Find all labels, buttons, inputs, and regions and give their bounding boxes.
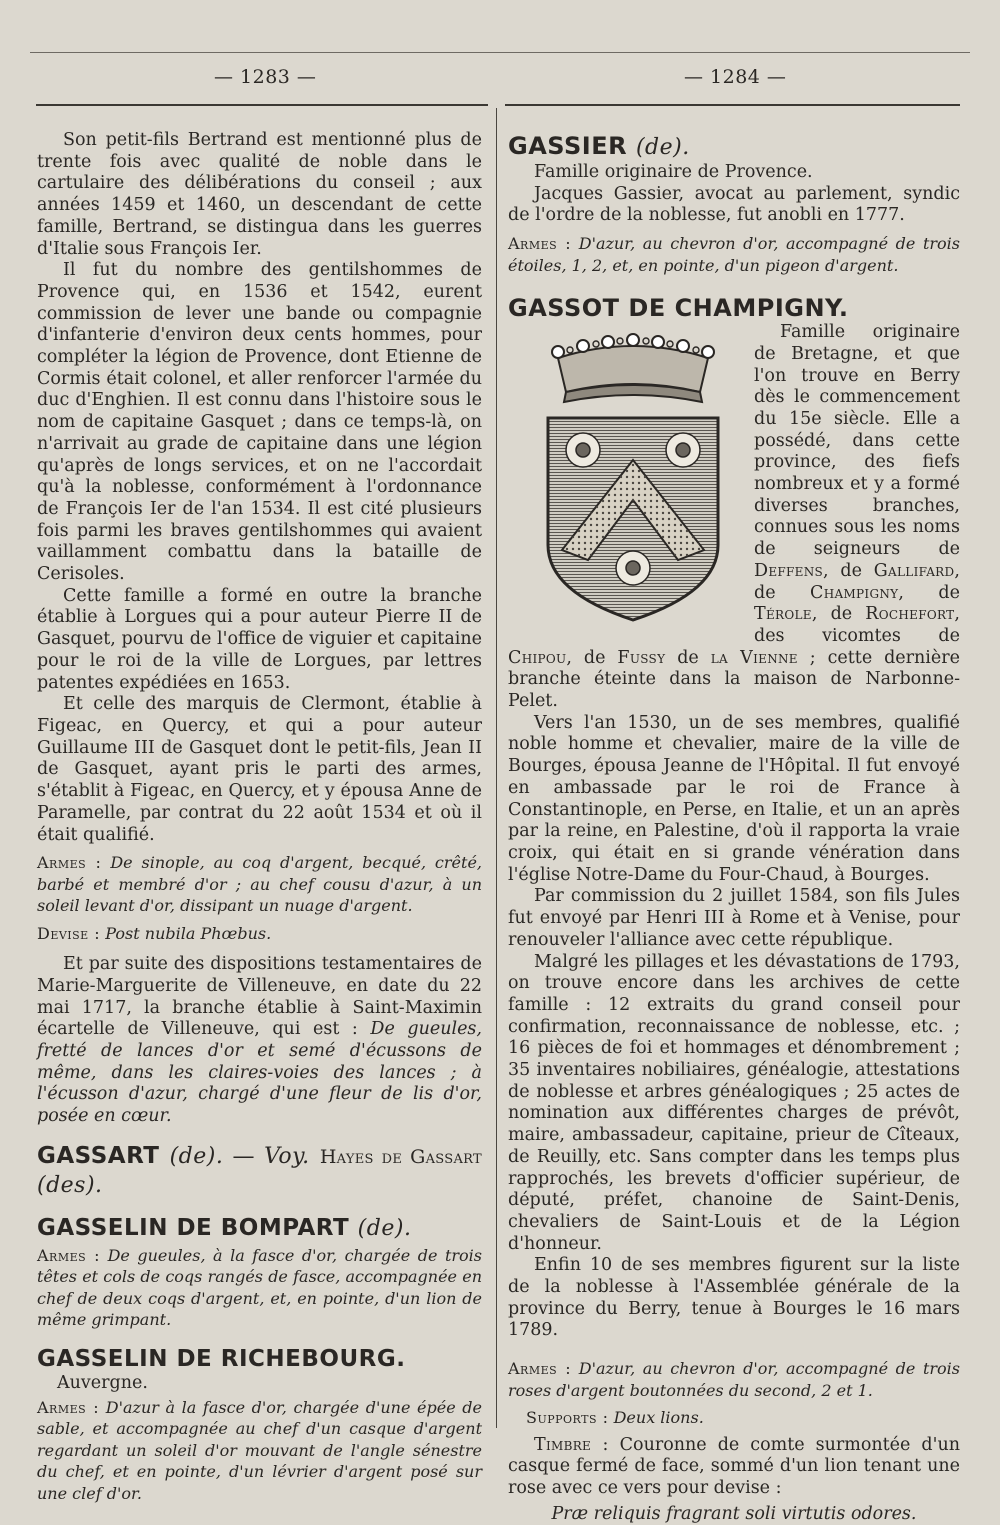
entry-name: GASSIER <box>508 132 628 160</box>
armes-text: De gueules, à la fasce d'or, chargée de trois têtes et cols de coqs rangés de fasce, accompagnée en chef de deux coqs d'argent, et, en pointe, d'un lion de même grimpant. <box>37 1245 482 1330</box>
timbre-label: Timbre : <box>534 1434 609 1455</box>
paragraph: Vers l'an 1530, un de ses membres, qualifié noble homme et chevalier, maire de la ville de Bourges, épousa Jeanne de l'Hôpital. Il fut envoyé en ambassade par le roi de France à Constantinople, en Perse, en Italie, et un an après par la reine, en Palestine, d'où il rapporta la vraie croix, qui était en si grande vénération dans l'église Notre-Dame du Four-Chaud, à Bourges. <box>508 712 960 885</box>
armes-text: D'azur, au chevron d'or, accompagné de trois étoiles, 1, 2, et, en pointe, d'un pigeon d'argent. <box>508 234 960 275</box>
entry-name: GASSELIN DE RICHEBOURG. <box>37 1345 406 1372</box>
entry-title-bompart <box>37 1214 482 1243</box>
paragraph: Par commission du 2 juillet 1584, son fils Jules fut envoyé par Henri III à Rome et à Venise, pour renouveler l'alliance avec cette république. <box>508 886 960 950</box>
motto: Præ reliquis fragrant soli virtutis odores. <box>551 1503 917 1524</box>
coat-of-arms-icon <box>528 330 738 630</box>
entry-particle: (de). <box>357 1215 412 1241</box>
armes-label: Armes : <box>508 234 572 254</box>
entry-title-richebourg <box>37 1345 482 1373</box>
armes-label: Armes : <box>37 853 102 873</box>
armes-gassier <box>508 233 960 276</box>
armes-text: D'azur, au chevron d'or, accompagné de trois roses d'argent boutonnées du second, 2 et 1. <box>508 1359 960 1400</box>
paragraph-italic: De gueules, fretté de lances d'or et semé d'écussons de même, dans les claires-voies des lances ; à l'écusson d'azur, chargé d'une fleur de lis d'or, posée en cœur. <box>37 1019 482 1127</box>
entry-name: GASSELIN DE BOMPART <box>37 1214 350 1241</box>
devise-gasquet <box>37 923 482 945</box>
place-name: Deffens <box>754 560 824 581</box>
entry-dash: — <box>223 1143 265 1169</box>
coronet <box>552 334 714 402</box>
armes-gassot <box>508 1358 960 1401</box>
entry-particle: (de). <box>169 1143 224 1169</box>
place-name: la Vienne <box>710 647 798 668</box>
entry-voy: Voy. <box>264 1143 310 1169</box>
top-border <box>30 52 970 53</box>
column-divider <box>496 108 497 1428</box>
timbre-text: Couronne de comte surmontée d'un casque fermé de face, sommé d'un lion tenant une rose avec ce vers pour devise : <box>508 1434 960 1499</box>
paragraph-text: Et par suite des dispositions testamentaires de Marie-Marguerite de Villeneuve, en date du 22 mai 1717, la branche établie à Saint-Maximin écartelle de Villeneuve, qui est : <box>37 954 482 1040</box>
timbre-gassot <box>508 1435 960 1500</box>
entry-particle: (de). <box>635 135 690 160</box>
devise-label: Devise : <box>37 923 101 943</box>
armes-label: Armes : <box>37 1245 101 1265</box>
paragraph: Malgré les pillages et les dévastations de 1793, on trouve encore dans les archives de cette famille : 12 extraits du grand conseil pour confirmation, reconnaissance de noblesse, etc. ; 16 pièces de foi et hommages et dénombrement ; 35 inventaires nobiliaires, généalogie, attestations de noblesse et arbres généalogiques ; 25 actes de nomination aux différentes charges de prévôt, maire, ambassadeur, capitaine, prieur de Cîteaux, de Reuilly, etc. Sans compter dans les temps plus rapprochés, les brevets d'officier supérieur, de député, préfet, chanoine de Saint-Denis, chevaliers de Saint-Louis et de la Légion d'honneur. <box>508 951 960 1254</box>
armes-richebourg <box>37 1397 482 1505</box>
paragraph: Et celle des marquis de Clermont, établie à Figeac, en Quercy, et qui a pour auteur Guillaume III de Gasquet dont le petit-fils, Jean II de Gasquet, ayant pris le parti des armes, s'établit à Figeac, en Quercy, et y épousa Anne de Paramelle, par contrat du 22 août 1534 et où il était qualifié. <box>37 694 482 845</box>
armes-gasquet <box>37 852 482 917</box>
supports-text: Deux lions. <box>613 1408 704 1428</box>
place-name: Champigny <box>810 582 899 603</box>
armes-text: De sinople, au coq d'argent, becqué, crêté, barbé et membré d'or ; au chef cousu d'azur, à un soleil levant d'or, dissipant un nuage d'argent. <box>37 853 482 916</box>
armes-text: D'azur à la fasce d'or, chargée d'une épée de sable, et accompagnée au chef d'un casque d'argent regardant un soleil d'or mouvant de l'angle sénestre du chef, et en pointe, d'un lévrier d'argent posé sur une clef d'or. <box>37 1397 482 1503</box>
place-name: Chipou <box>508 647 567 668</box>
place-name: Fussy <box>617 647 666 668</box>
left-column <box>37 130 482 1504</box>
header-rule-left <box>36 104 488 106</box>
entry-title-gassier <box>508 132 960 162</box>
armes-label: Armes : <box>37 1397 100 1417</box>
paragraph: Jacques Gassier, avocat au parlement, syndic de l'ordre de la noblesse, fut anobli en 1777. <box>508 183 960 226</box>
entry-title-gassot <box>508 294 960 322</box>
header-rule-right <box>505 104 960 106</box>
entry-particle: (des). <box>37 1172 103 1198</box>
supports-gassot <box>508 1407 960 1429</box>
place-name: Gallifard <box>873 560 955 581</box>
entry-title-gassart <box>37 1142 482 1200</box>
entry-name: GASSART <box>37 1142 160 1169</box>
paragraph: Enfin 10 de ses membres figurent sur la liste de la noblesse à l'Assemblée générale de la province du Berry, tenue à Bourges le 16 mars 1789. <box>508 1255 960 1341</box>
paragraph-gassot-intro: Famille originaire de Bretagne, et que l'on trouve en Berry dès le commencement du 15e siècle. Elle a possédé, dans cette province, des fiefs nombreux et y a formé diverses branches, connues sous les noms de seigneurs de Deffens, de Gallifard, de Champigny, de Térole, de Rochefort, des vicomtes de Chipou, de Fussy de la Vienne ; cette dernière branche éteinte dans la maison de Narbonne-Pelet. <box>508 322 960 712</box>
supports-label: Supports : <box>526 1408 609 1428</box>
place-name: Térole <box>754 604 812 625</box>
devise-text: Post nubila Phœbus. <box>105 923 272 943</box>
paragraph: Il fut du nombre des gentilshommes de Provence qui, en 1536 et 1542, eurent commission de lever une bande ou compagnie d'infanterie d'environ deux cents hommes, pour compléter la légion de Provence, dont Etienne de Cormis était colonel, et aller renforcer l'armée du duc d'Enghien. Il est connu dans l'histoire sous le nom de capitaine Gasquet ; dans ce temps-là, on n'arrivait au grade de capitaine dans une légion qu'après de longs services, et on ne l'accordait qu'à la noblesse, conformément à l'ordonnance de François Ier de l'an 1534. Il est cité plusieurs fois parmi les braves gentilshommes qui avaient vaillamment combattu dans la bataille de Cerisoles. <box>37 260 482 585</box>
entry-name: GASSOT DE CHAMPIGNY. <box>508 294 849 323</box>
paragraph: Son petit-fils Bertrand est mentionné plus de trente fois avec qualité de noble dans le cartulaire des délibérations du conseil ; aux années 1459 et 1460, un descendant de cette famille, Bertrand, se distingua dans les guerres d'Italie sous François Ier. <box>37 130 482 259</box>
cross-reference-link: Hayes de Gassart <box>319 1145 482 1168</box>
place-name: Rochefort <box>865 604 955 625</box>
right-column <box>508 132 960 1525</box>
paragraph: Famille originaire de Provence. <box>534 162 813 182</box>
page-number-right: — 1284 — <box>684 66 787 88</box>
entry-origin: Auvergne. <box>57 1372 148 1393</box>
paragraph-villeneuve <box>37 954 482 1128</box>
paragraph: Cette famille a formé en outre la branche établie à Lorgues qui a pour auteur Pierre II de Gasquet, pourvu de l'office de viguier et capitaine pour le roi de la ville de Lorgues, par lettres patentes expédiées en 1653. <box>37 585 482 693</box>
armes-bompart <box>37 1245 482 1331</box>
page-number-left: — 1283 — <box>214 66 317 88</box>
armes-label: Armes : <box>508 1359 572 1379</box>
